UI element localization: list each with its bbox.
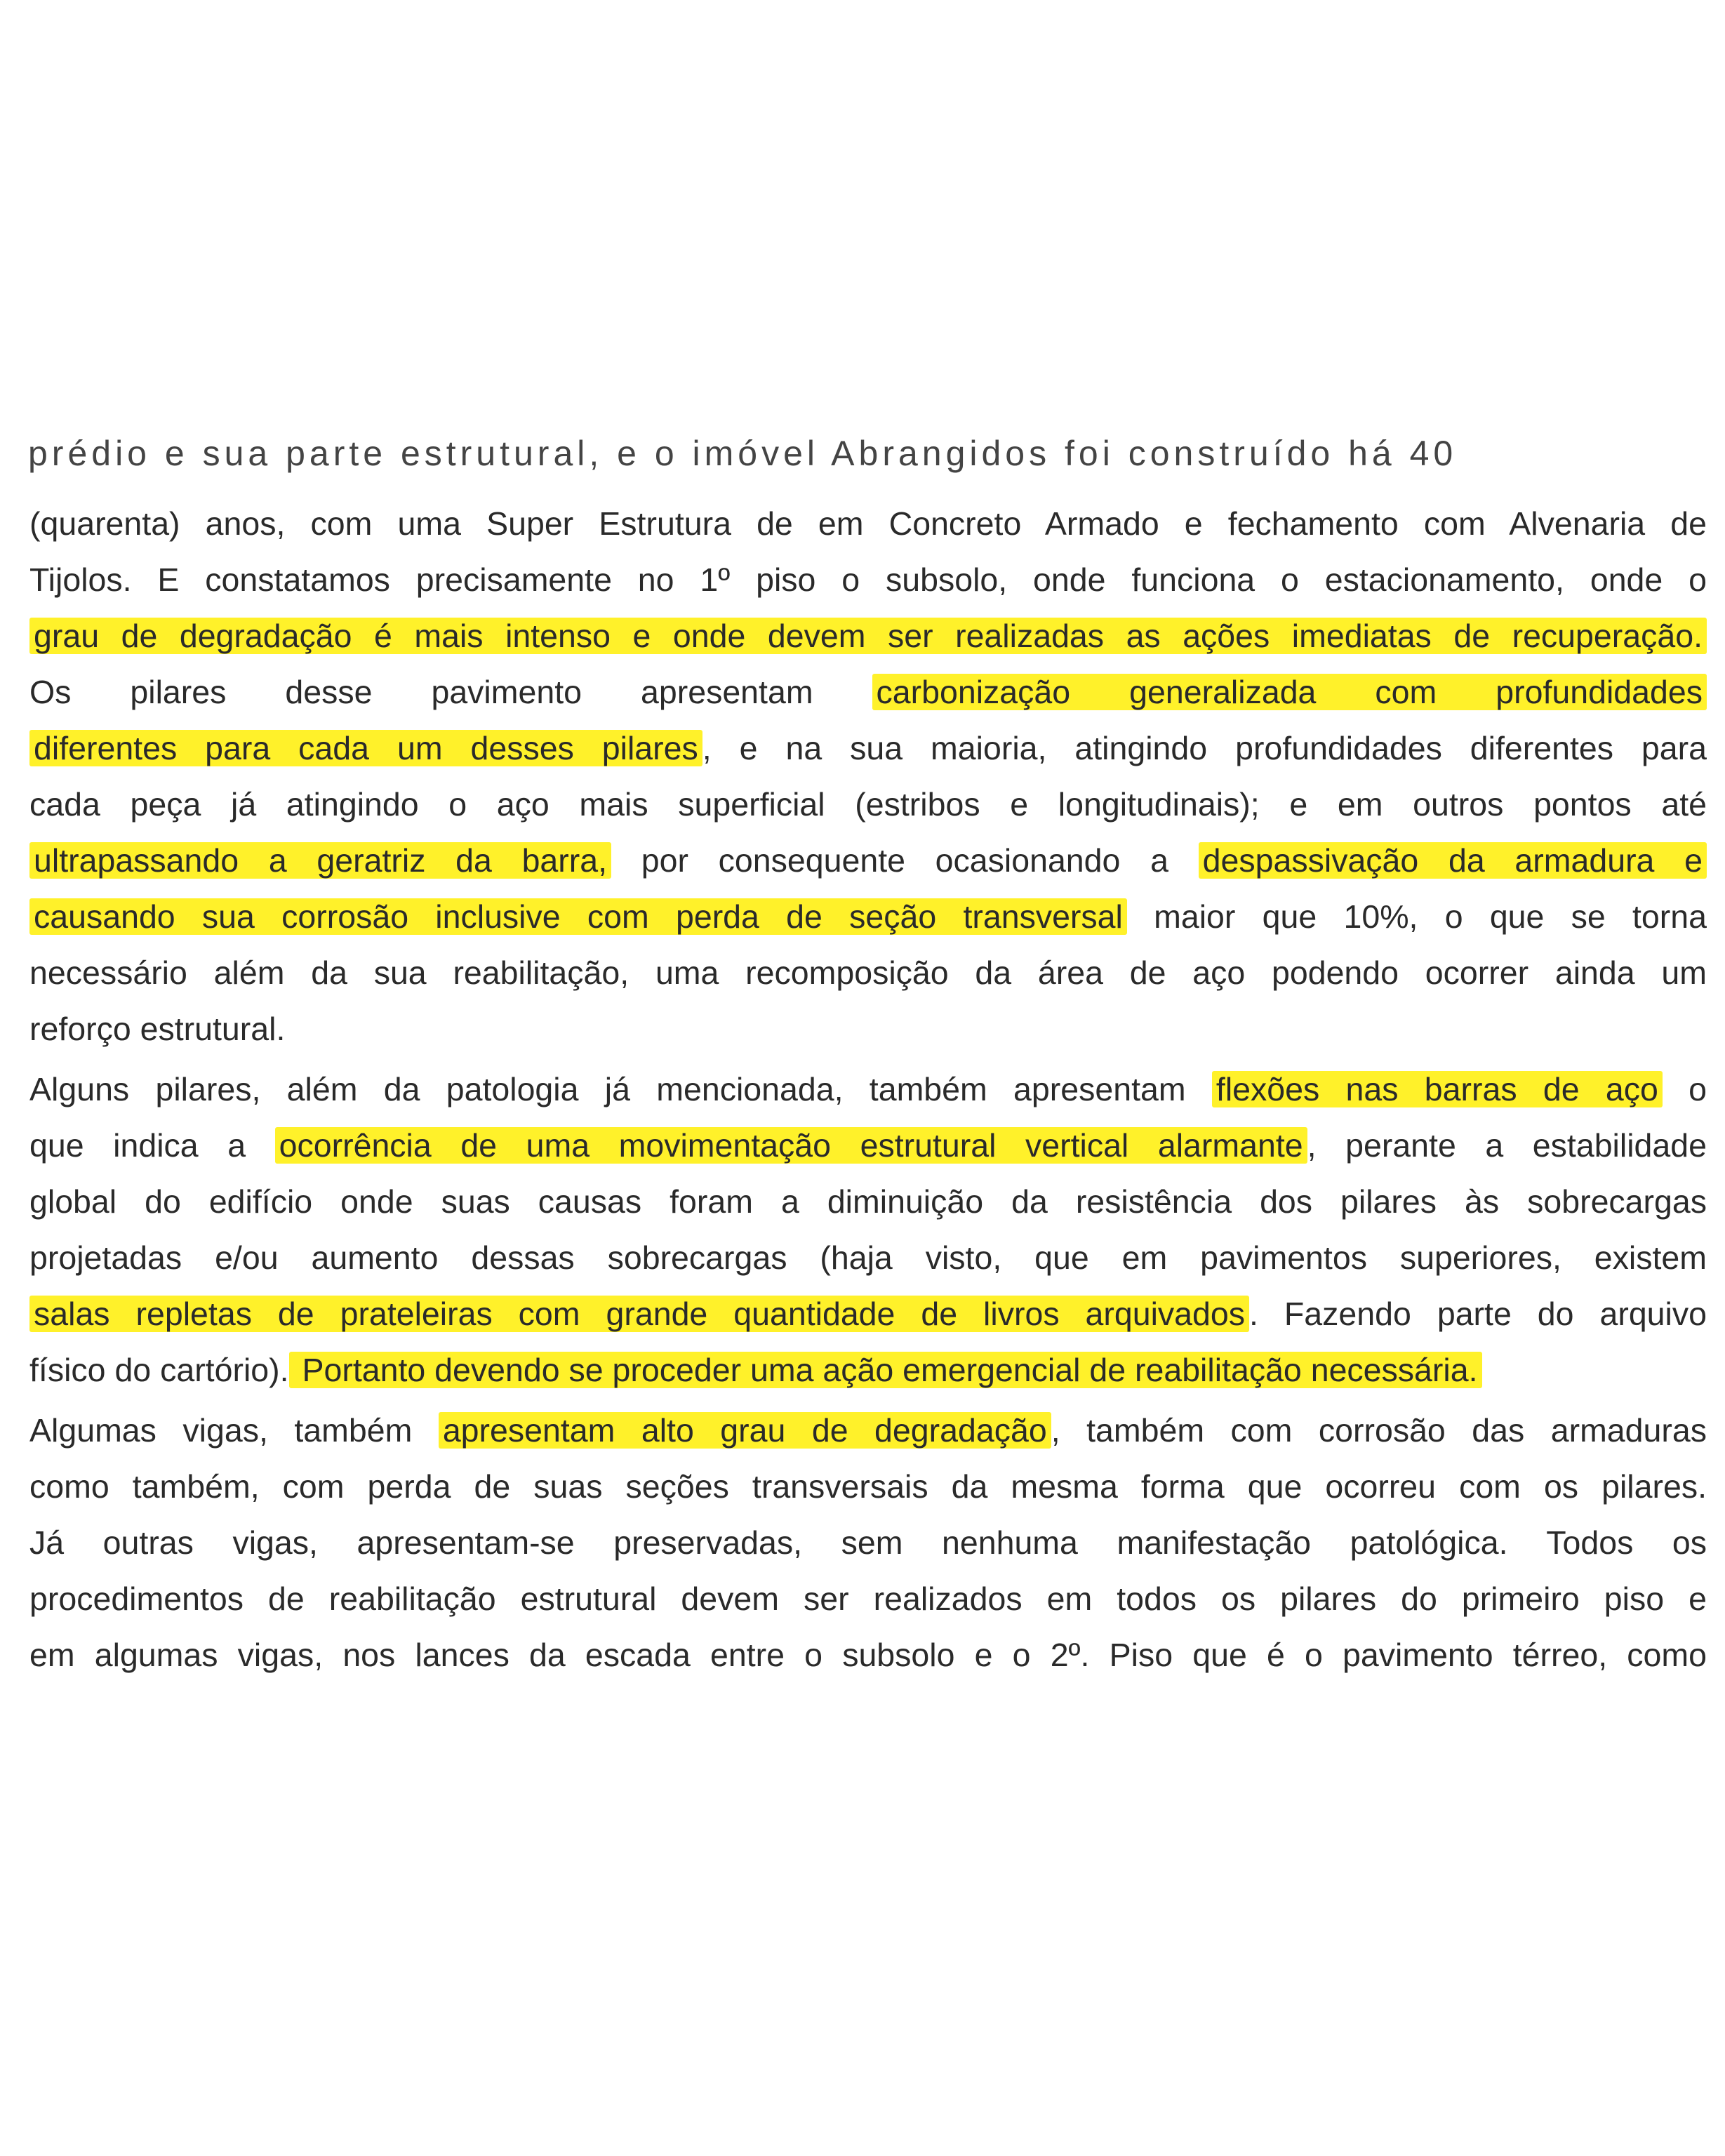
text-run: por consequente ocasionando a: [611, 842, 1199, 879]
text-line: [29, 776, 1707, 832]
text-line: [29, 1342, 1707, 1398]
text-line: [29, 1515, 1707, 1571]
text-run: (quarenta) anos, com uma Super Estrutura de em Concreto Armado e fechamento com Alvenaria de: [29, 505, 1707, 542]
text-run: em algumas vigas, nos lances da escada entre o subsolo e o 2º. Piso que é o pavimento térreo, como: [29, 1637, 1707, 1673]
text-line: [29, 664, 1707, 720]
text-run: , e na sua maioria, atingindo profundidades diferentes para: [702, 730, 1707, 766]
highlighted-text: ultrapassando a geratriz da barra,: [29, 842, 611, 879]
highlighted-text: carbonização generalizada com profundidades: [872, 674, 1707, 710]
highlighted-text: despassivação da armadura e: [1199, 842, 1707, 879]
text-run: , também com corrosão das armaduras: [1051, 1412, 1707, 1449]
cropped-line-text: prédio e sua parte estrutural, e o imóvel Abrangidos foi construído há 40: [28, 434, 1458, 473]
text-run: Alguns pilares, além da patologia já mencionada, também apresentam: [29, 1071, 1212, 1107]
text-run: , perante a estabilidade: [1307, 1127, 1707, 1164]
text-run: Algumas vigas, também: [29, 1412, 439, 1449]
text-run: cada peça já atingindo o aço mais superficial (estribos e longitudinais); e em outros pontos até: [29, 786, 1707, 823]
text-line: [29, 1117, 1707, 1173]
text-line: [29, 720, 1707, 776]
text-line: [29, 832, 1707, 889]
highlighted-text: Portanto devendo se proceder uma ação emergencial de reabilitação necessária.: [289, 1352, 1482, 1388]
text-run: o: [1662, 1071, 1707, 1107]
highlighted-text: flexões nas barras de aço: [1212, 1071, 1663, 1107]
cropped-top-line: [28, 434, 1704, 475]
highlighted-text: grau de degradação é mais intenso e onde devem ser realizadas as ações imediatas de recuperação.: [29, 618, 1707, 654]
text-line: [29, 889, 1707, 945]
text-line: [29, 1061, 1707, 1117]
highlighted-text: apresentam alto grau de degradação: [439, 1412, 1051, 1449]
text-run: necessário além da sua reabilitação, uma recomposição da área de aço podendo ocorrer ainda um: [29, 954, 1707, 991]
highlighted-text: diferentes para cada um desses pilares: [29, 730, 702, 766]
text-run: que indica a: [29, 1127, 275, 1164]
highlighted-text: salas repletas de prateleiras com grande quantidade de livros arquivados: [29, 1296, 1249, 1332]
text-run: físico do cartório).: [29, 1352, 289, 1388]
text-run: como também, com perda de suas seções transversais da mesma forma que ocorreu com os pilares.: [29, 1468, 1707, 1505]
text-line: [29, 1458, 1707, 1515]
highlighted-text: ocorrência de uma movimentação estrutural vertical alarmante: [275, 1127, 1307, 1164]
text-line: [29, 1402, 1707, 1458]
text-run: procedimentos de reabilitação estrutural devem ser realizados em todos os pilares do primeiro piso e: [29, 1581, 1707, 1617]
text-run: projetadas e/ou aumento dessas sobrecargas (haja visto, que em pavimentos superiores, existem: [29, 1239, 1707, 1276]
text-line: [29, 1286, 1707, 1342]
text-line: [29, 945, 1707, 1001]
highlighted-text: causando sua corrosão inclusive com perda de seção transversal: [29, 898, 1127, 935]
text-line: [29, 495, 1707, 552]
text-run: Os pilares desse pavimento apresentam: [29, 674, 872, 710]
text-line: [29, 1230, 1707, 1286]
document-body: [29, 495, 1707, 1683]
text-line: [29, 608, 1707, 664]
text-run: Tijolos. E constatamos precisamente no 1º piso o subsolo, onde funciona o estacionamento, onde o: [29, 561, 1707, 598]
text-line: [29, 1627, 1707, 1683]
text-line: [29, 1173, 1707, 1230]
text-run: Já outras vigas, apresentam-se preservadas, sem nenhuma manifestação patológica. Todos os: [29, 1524, 1707, 1561]
text-line: [29, 552, 1707, 608]
text-line: [29, 1001, 1707, 1057]
text-run: reforço estrutural.: [29, 1011, 286, 1047]
text-run: . Fazendo parte do arquivo: [1249, 1296, 1707, 1332]
text-line: [29, 1571, 1707, 1627]
text-run: global do edifício onde suas causas foram a diminuição da resistência dos pilares às sobrecargas: [29, 1183, 1707, 1220]
text-run: maior que 10%, o que se torna: [1126, 898, 1707, 935]
